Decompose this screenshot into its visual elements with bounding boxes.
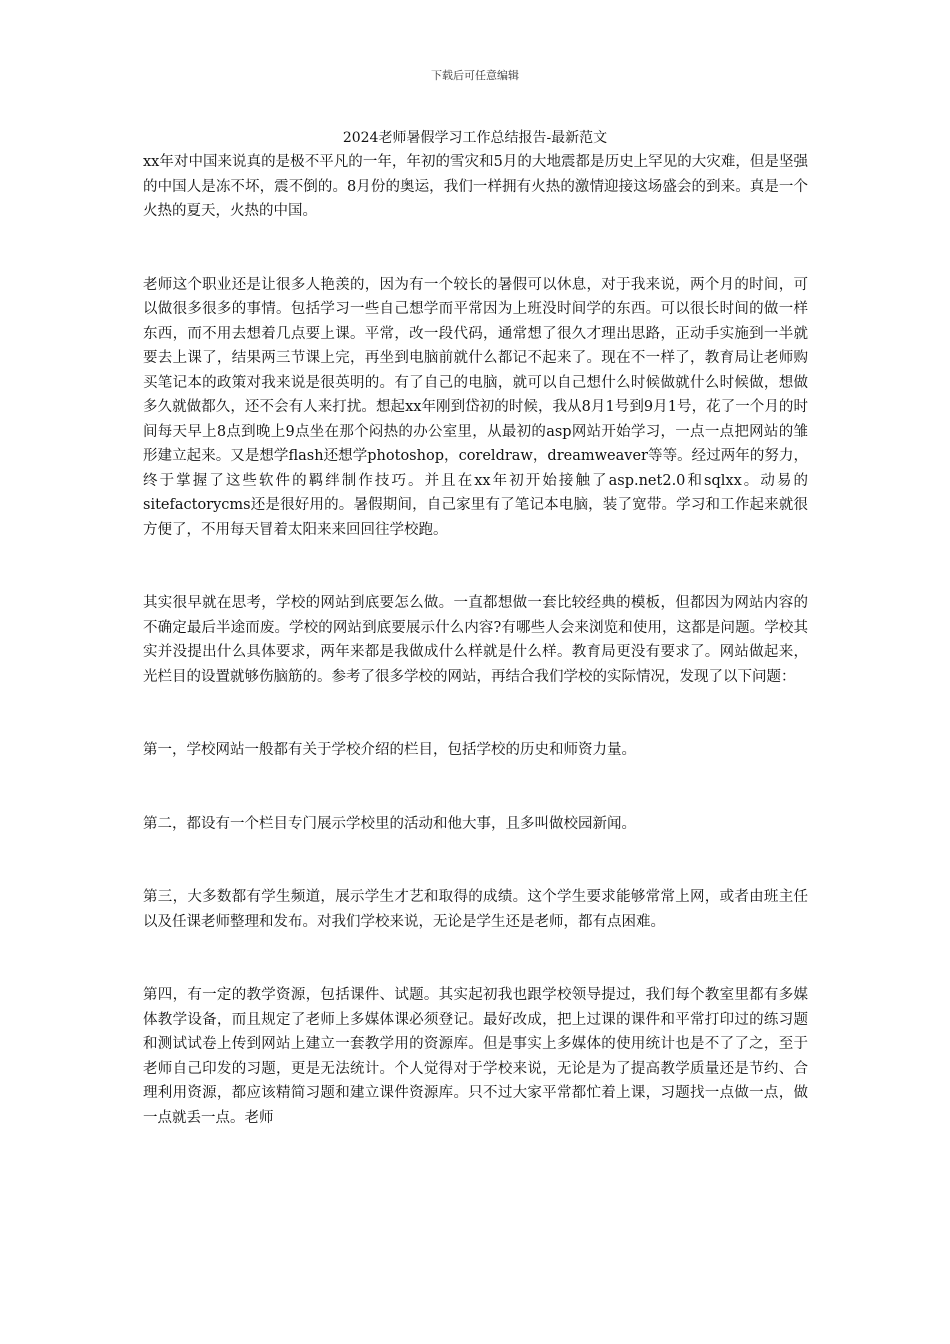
paragraph-point-2: 第二，都设有一个栏目专门展示学校里的活动和他大事，且多叫做校园新闻。 [143, 815, 636, 832]
document-body [143, 150, 808, 1130]
paragraph-teacher-summer: 老师这个职业还是让很多人艳羡的，因为有一个较长的暑假可以休息，对于我来说，两个月的时间，可以做很多很多的事情。包括学习一些自己想学而平常因为上班没时间学的东西。可以很长时间的做一样东西，而不用去想着几点要上课。平常，改一段代码，通常想了很久才理出思路，正动手实施到一半就要去上课了，结果两三节课上完，再坐到电脑前就什么都记不起来了。现在不一样了，教育局让老师购买笔记本的政策对我来说是很英明的。有了自己的电脑，就可以自己想什么时候做就什么时候做，想做多久就做都久，还不会有人来打扰。想起xx年刚到岱初的时候，我从8月1号到9月1号，花了一个月的时间每天早上8点到晚上9点坐在那个闷热的办公室里，从最初的asp网站开始学习，一点一点把网站的雏形建立起来。又是想学flash还想学photoshop，coreldraw，dreamweaver等等。经过两年的努力，终于掌握了这些软件的羁绊制作技巧。并且在xx年初开始接触了asp.net2.0和sqlxx。动易的sitefactorycms还是很好用的。暑假期间，自己家里有了笔记本电脑，装了宽带。学习和工作起来就很方便了，不用每天冒着太阳来来回回往学校跑。 [143, 276, 808, 538]
paragraph-point-3: 第三，大多数都有学生频道，展示学生才艺和取得的成绩。这个学生要求能够常常上网，或者由班主任以及任课老师整理和发布。对我们学校来说，无论是学生还是老师，都有点困难。 [143, 889, 808, 930]
paragraph-intro: xx年对中国来说真的是极不平凡的一年，年初的雪灾和5月的大地震都是历史上罕见的大灾难，但是坚强的中国人是冻不坏，震不倒的。8月份的奥运，我们一样拥有火热的激情迎接这场盛会的到来。真是一个火热的夏天，火热的中国。 [143, 154, 808, 219]
paragraph-website-thinking: 其实很早就在思考，学校的网站到底要怎么做。一直都想做一套比较经典的模板，但都因为网站内容的不确定最后半途而废。学校的网站到底要展示什么内容?有哪些人会来浏览和使用，这都是问题。学校其实并没提出什么具体要求，两年来都是我做成什么样就是什么样。教育局更没有要求了。网站做起来，光栏目的设置就够伤脑筋的。参考了很多学校的网站，再结合我们学校的实际情况，发现了以下问题： [143, 595, 808, 685]
document-title: 2024老师暑假学习工作总结报告-最新范文 [342, 130, 608, 146]
paragraph-point-1: 第一，学校网站一般都有关于学校介绍的栏目，包括学校的历史和师资力量。 [143, 742, 636, 758]
paragraph-point-4: 第四，有一定的教学资源，包括课件、试题。其实起初我也跟学校领导提过，我们每个教室里都有多媒体教学设备，而且规定了老师上多媒体课必须登记。最好改成，把上过课的课件和平常打印过的练习题和测试试卷上传到网站上建立一套教学用的资源库。但是事实上多媒体的使用统计也是不了了之，至于老师自己印发的习题，更是无法统计。个人觉得对于学校来说，无论是为了提高教学质量还是节约、合理利用资源，都应该精简习题和建立课件资源库。只不过大家平常都忙着上课，习题找一点做一点，做一点就丢一点。老师 [143, 987, 808, 1126]
header-note: 下载后可任意编辑 [431, 69, 519, 82]
